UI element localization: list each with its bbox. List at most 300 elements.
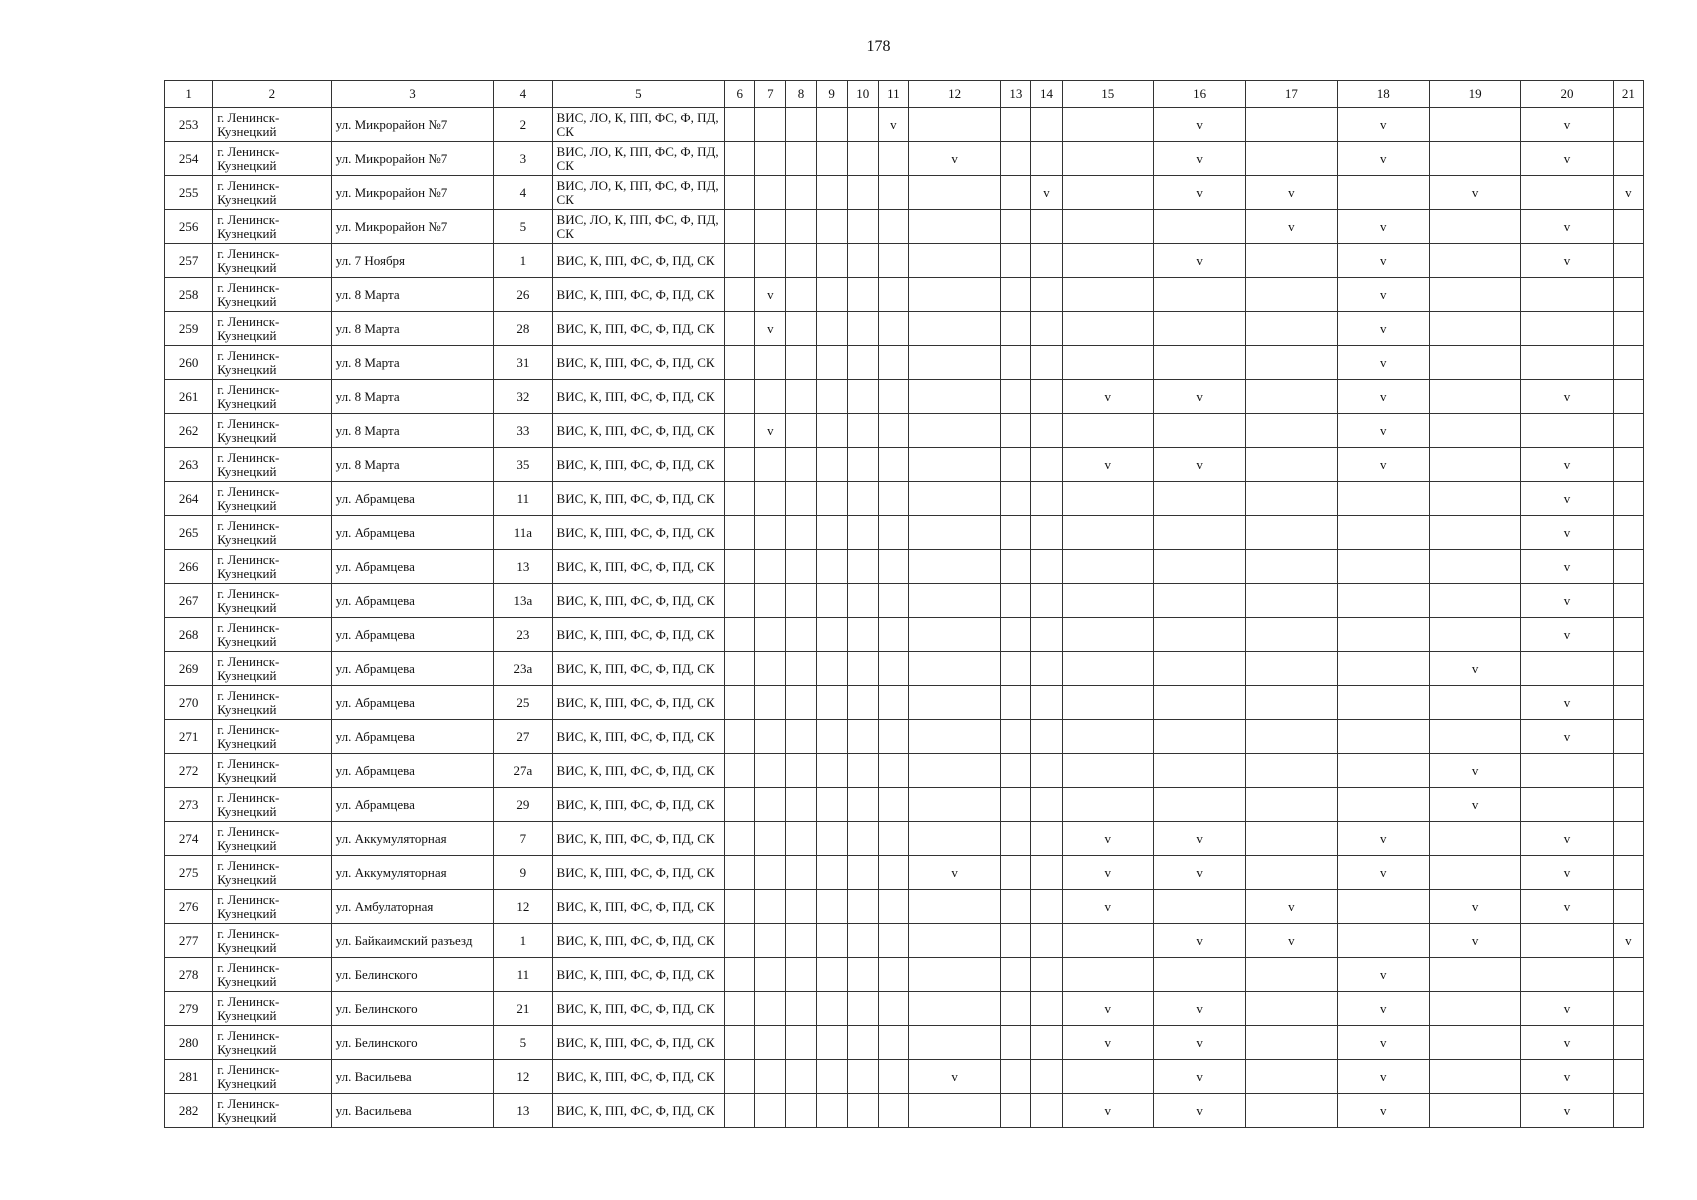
mark-cell-col-7 (755, 856, 786, 890)
mark-cell-col-6 (725, 448, 755, 482)
mark-cell-col-12 (908, 890, 1000, 924)
table-row (165, 822, 1644, 856)
mark-cell-col-6 (725, 1060, 755, 1094)
city-cell: г. Ленинск-Кузнецкий (213, 108, 331, 142)
mark-cell-col-19 (1429, 720, 1520, 754)
mark-cell-col-15 (1062, 584, 1153, 618)
mark-cell-col-21: v (1613, 176, 1643, 210)
city-cell: г. Ленинск-Кузнецкий (213, 788, 331, 822)
mark-cell-col-14 (1031, 584, 1062, 618)
mark-cell-col-9 (816, 278, 847, 312)
mark-cell-col-15: v (1062, 1094, 1153, 1128)
street-cell: ул. Белинского (331, 1026, 494, 1060)
mark-cell-col-15 (1062, 414, 1153, 448)
mark-cell-col-19 (1429, 414, 1520, 448)
city-cell: г. Ленинск-Кузнецкий (213, 618, 331, 652)
mark-cell-col-20 (1521, 924, 1613, 958)
row-number-cell: 267 (165, 584, 213, 618)
city-cell: г. Ленинск-Кузнецкий (213, 890, 331, 924)
city-cell: г. Ленинск-Кузнецкий (213, 448, 331, 482)
mark-cell-col-14 (1031, 1060, 1062, 1094)
mark-cell-col-19: v (1429, 788, 1520, 822)
mark-cell-col-12 (908, 754, 1000, 788)
mark-cell-col-21 (1613, 992, 1643, 1026)
table-row (165, 856, 1644, 890)
mark-cell-col-20 (1521, 788, 1613, 822)
services-cell: ВИС, ЛО, К, ПП, ФС, Ф, ПД, СК (552, 108, 725, 142)
mark-cell-col-20 (1521, 958, 1613, 992)
mark-cell-col-10 (847, 516, 878, 550)
mark-cell-col-16: v (1153, 448, 1245, 482)
mark-cell-col-20 (1521, 652, 1613, 686)
mark-cell-col-18 (1337, 754, 1429, 788)
mark-cell-col-15 (1062, 142, 1153, 176)
mark-cell-col-9 (816, 482, 847, 516)
row-number-cell: 266 (165, 550, 213, 584)
mark-cell-col-11 (878, 822, 908, 856)
mark-cell-col-21 (1613, 720, 1643, 754)
mark-cell-col-15 (1062, 278, 1153, 312)
mark-cell-col-16: v (1153, 1026, 1245, 1060)
mark-cell-col-10 (847, 108, 878, 142)
mark-cell-col-21 (1613, 448, 1643, 482)
mark-cell-col-12 (908, 346, 1000, 380)
mark-cell-col-19 (1429, 1026, 1520, 1060)
column-header: 2 (213, 81, 331, 108)
mark-cell-col-13 (1001, 244, 1031, 278)
mark-cell-col-14: v (1031, 176, 1062, 210)
mark-cell-col-8 (786, 890, 816, 924)
mark-cell-col-14 (1031, 1026, 1062, 1060)
mark-cell-col-16 (1153, 516, 1245, 550)
mark-cell-col-16 (1153, 278, 1245, 312)
city-cell: г. Ленинск-Кузнецкий (213, 754, 331, 788)
mark-cell-col-15 (1062, 176, 1153, 210)
mark-cell-col-7 (755, 924, 786, 958)
services-cell: ВИС, ЛО, К, ПП, ФС, Ф, ПД, СК (552, 142, 725, 176)
mark-cell-col-20: v (1521, 1094, 1613, 1128)
mark-cell-col-7: v (755, 278, 786, 312)
mark-cell-col-12 (908, 924, 1000, 958)
mark-cell-col-9 (816, 550, 847, 584)
mark-cell-col-16 (1153, 482, 1245, 516)
city-cell: г. Ленинск-Кузнецкий (213, 278, 331, 312)
mark-cell-col-15 (1062, 652, 1153, 686)
mark-cell-col-16: v (1153, 176, 1245, 210)
street-cell: ул. 8 Марта (331, 380, 494, 414)
mark-cell-col-10 (847, 210, 878, 244)
mark-cell-col-11: v (878, 108, 908, 142)
row-number-cell: 268 (165, 618, 213, 652)
mark-cell-col-15 (1062, 482, 1153, 516)
mark-cell-col-7 (755, 1060, 786, 1094)
mark-cell-col-11 (878, 754, 908, 788)
mark-cell-col-19 (1429, 108, 1520, 142)
mark-cell-col-10 (847, 822, 878, 856)
row-number-cell: 257 (165, 244, 213, 278)
mark-cell-col-21 (1613, 1094, 1643, 1128)
city-cell: г. Ленинск-Кузнецкий (213, 380, 331, 414)
mark-cell-col-8 (786, 958, 816, 992)
mark-cell-col-18: v (1337, 448, 1429, 482)
mark-cell-col-10 (847, 1094, 878, 1128)
mark-cell-col-17 (1246, 720, 1337, 754)
mark-cell-col-11 (878, 652, 908, 686)
mark-cell-col-10 (847, 958, 878, 992)
mark-cell-col-15 (1062, 720, 1153, 754)
street-cell: ул. Микрорайон №7 (331, 108, 494, 142)
services-cell: ВИС, К, ПП, ФС, Ф, ПД, СК (552, 856, 725, 890)
mark-cell-col-6 (725, 924, 755, 958)
mark-cell-col-17 (1246, 312, 1337, 346)
mark-cell-col-21 (1613, 210, 1643, 244)
mark-cell-col-11 (878, 448, 908, 482)
mark-cell-col-11 (878, 1026, 908, 1060)
services-cell: ВИС, К, ПП, ФС, Ф, ПД, СК (552, 754, 725, 788)
column-header: 3 (331, 81, 494, 108)
mark-cell-col-7 (755, 720, 786, 754)
house-number-cell: 13а (494, 584, 552, 618)
house-number-cell: 11а (494, 516, 552, 550)
mark-cell-col-8 (786, 346, 816, 380)
mark-cell-col-17 (1246, 448, 1337, 482)
mark-cell-col-16: v (1153, 856, 1245, 890)
mark-cell-col-7 (755, 210, 786, 244)
house-number-cell: 13 (494, 550, 552, 584)
mark-cell-col-8 (786, 516, 816, 550)
mark-cell-col-8 (786, 244, 816, 278)
mark-cell-col-11 (878, 346, 908, 380)
mark-cell-col-15 (1062, 312, 1153, 346)
mark-cell-col-16 (1153, 618, 1245, 652)
row-number-cell: 265 (165, 516, 213, 550)
street-cell: ул. Абрамцева (331, 482, 494, 516)
mark-cell-col-18 (1337, 890, 1429, 924)
mark-cell-col-12 (908, 448, 1000, 482)
mark-cell-col-14 (1031, 856, 1062, 890)
mark-cell-col-14 (1031, 312, 1062, 346)
mark-cell-col-16 (1153, 890, 1245, 924)
mark-cell-col-18 (1337, 788, 1429, 822)
mark-cell-col-6 (725, 108, 755, 142)
row-number-cell: 260 (165, 346, 213, 380)
mark-cell-col-18: v (1337, 958, 1429, 992)
mark-cell-col-14 (1031, 278, 1062, 312)
mark-cell-col-17 (1246, 754, 1337, 788)
mark-cell-col-10 (847, 788, 878, 822)
column-header: 21 (1613, 81, 1643, 108)
mark-cell-col-20 (1521, 176, 1613, 210)
services-cell: ВИС, К, ПП, ФС, Ф, ПД, СК (552, 312, 725, 346)
table-row (165, 482, 1644, 516)
mark-cell-col-8 (786, 788, 816, 822)
services-cell: ВИС, К, ПП, ФС, Ф, ПД, СК (552, 584, 725, 618)
table-row (165, 958, 1644, 992)
street-cell: ул. 8 Марта (331, 448, 494, 482)
table-row (165, 584, 1644, 618)
mark-cell-col-9 (816, 788, 847, 822)
mark-cell-col-19 (1429, 958, 1520, 992)
mark-cell-col-14 (1031, 618, 1062, 652)
mark-cell-col-7 (755, 448, 786, 482)
mark-cell-col-16: v (1153, 108, 1245, 142)
mark-cell-col-13 (1001, 108, 1031, 142)
mark-cell-col-15 (1062, 244, 1153, 278)
services-cell: ВИС, ЛО, К, ПП, ФС, Ф, ПД, СК (552, 176, 725, 210)
mark-cell-col-11 (878, 1060, 908, 1094)
city-cell: г. Ленинск-Кузнецкий (213, 312, 331, 346)
mark-cell-col-20: v (1521, 210, 1613, 244)
mark-cell-col-7 (755, 346, 786, 380)
mark-cell-col-12 (908, 278, 1000, 312)
mark-cell-col-8 (786, 686, 816, 720)
mark-cell-col-8 (786, 584, 816, 618)
mark-cell-col-6 (725, 788, 755, 822)
row-number-cell: 275 (165, 856, 213, 890)
mark-cell-col-10 (847, 244, 878, 278)
mark-cell-col-6 (725, 482, 755, 516)
mark-cell-col-21 (1613, 618, 1643, 652)
mark-cell-col-15 (1062, 788, 1153, 822)
mark-cell-col-16 (1153, 584, 1245, 618)
mark-cell-col-18: v (1337, 346, 1429, 380)
mark-cell-col-16: v (1153, 992, 1245, 1026)
mark-cell-col-6 (725, 584, 755, 618)
mark-cell-col-11 (878, 482, 908, 516)
table-row (165, 380, 1644, 414)
mark-cell-col-18: v (1337, 1094, 1429, 1128)
mark-cell-col-9 (816, 210, 847, 244)
mark-cell-col-16 (1153, 686, 1245, 720)
mark-cell-col-6 (725, 1094, 755, 1128)
mark-cell-col-11 (878, 958, 908, 992)
mark-cell-col-17 (1246, 482, 1337, 516)
row-number-cell: 276 (165, 890, 213, 924)
mark-cell-col-14 (1031, 482, 1062, 516)
mark-cell-col-7 (755, 482, 786, 516)
mark-cell-col-6 (725, 856, 755, 890)
mark-cell-col-7: v (755, 312, 786, 346)
mark-cell-col-13 (1001, 278, 1031, 312)
mark-cell-col-21 (1613, 414, 1643, 448)
mark-cell-col-7 (755, 992, 786, 1026)
row-number-cell: 270 (165, 686, 213, 720)
table-row (165, 108, 1644, 142)
mark-cell-col-6 (725, 244, 755, 278)
mark-cell-col-13 (1001, 890, 1031, 924)
mark-cell-col-11 (878, 924, 908, 958)
table-row (165, 448, 1644, 482)
mark-cell-col-21 (1613, 108, 1643, 142)
mark-cell-col-14 (1031, 822, 1062, 856)
mark-cell-col-15 (1062, 516, 1153, 550)
mark-cell-col-7 (755, 822, 786, 856)
mark-cell-col-17: v (1246, 890, 1337, 924)
mark-cell-col-9 (816, 380, 847, 414)
mark-cell-col-18 (1337, 652, 1429, 686)
mark-cell-col-20: v (1521, 550, 1613, 584)
mark-cell-col-21 (1613, 1026, 1643, 1060)
row-number-cell: 255 (165, 176, 213, 210)
house-number-cell: 25 (494, 686, 552, 720)
mark-cell-col-11 (878, 1094, 908, 1128)
mark-cell-col-12 (908, 210, 1000, 244)
city-cell: г. Ленинск-Кузнецкий (213, 1060, 331, 1094)
table-row (165, 686, 1644, 720)
table-row (165, 210, 1644, 244)
mark-cell-col-12 (908, 1026, 1000, 1060)
mark-cell-col-6 (725, 312, 755, 346)
mark-cell-col-19 (1429, 482, 1520, 516)
mark-cell-col-17 (1246, 584, 1337, 618)
mark-cell-col-13 (1001, 754, 1031, 788)
row-number-cell: 282 (165, 1094, 213, 1128)
mark-cell-col-8 (786, 720, 816, 754)
mark-cell-col-7 (755, 890, 786, 924)
mark-cell-col-13 (1001, 380, 1031, 414)
house-number-cell: 29 (494, 788, 552, 822)
mark-cell-col-20 (1521, 312, 1613, 346)
services-cell: ВИС, К, ПП, ФС, Ф, ПД, СК (552, 618, 725, 652)
mark-cell-col-15 (1062, 108, 1153, 142)
mark-cell-col-19: v (1429, 754, 1520, 788)
mark-cell-col-12 (908, 686, 1000, 720)
mark-cell-col-16 (1153, 550, 1245, 584)
services-cell: ВИС, К, ПП, ФС, Ф, ПД, СК (552, 1060, 725, 1094)
services-cell: ВИС, К, ПП, ФС, Ф, ПД, СК (552, 448, 725, 482)
mark-cell-col-13 (1001, 448, 1031, 482)
city-cell: г. Ленинск-Кузнецкий (213, 720, 331, 754)
table-row (165, 1094, 1644, 1128)
city-cell: г. Ленинск-Кузнецкий (213, 992, 331, 1026)
house-number-cell: 27 (494, 720, 552, 754)
mark-cell-col-21: v (1613, 924, 1643, 958)
city-cell: г. Ленинск-Кузнецкий (213, 1026, 331, 1060)
table-row (165, 550, 1644, 584)
row-number-cell: 281 (165, 1060, 213, 1094)
mark-cell-col-16 (1153, 958, 1245, 992)
mark-cell-col-7 (755, 1094, 786, 1128)
mark-cell-col-13 (1001, 1094, 1031, 1128)
mark-cell-col-14 (1031, 414, 1062, 448)
house-number-cell: 26 (494, 278, 552, 312)
mark-cell-col-7 (755, 550, 786, 584)
mark-cell-col-13 (1001, 142, 1031, 176)
house-number-cell: 21 (494, 992, 552, 1026)
mark-cell-col-15: v (1062, 890, 1153, 924)
mark-cell-col-12: v (908, 1060, 1000, 1094)
mark-cell-col-15 (1062, 754, 1153, 788)
mark-cell-col-13 (1001, 822, 1031, 856)
mark-cell-col-20: v (1521, 822, 1613, 856)
mark-cell-col-17 (1246, 516, 1337, 550)
mark-cell-col-17 (1246, 652, 1337, 686)
mark-cell-col-9 (816, 686, 847, 720)
street-cell: ул. Микрорайон №7 (331, 142, 494, 176)
row-number-cell: 254 (165, 142, 213, 176)
mark-cell-col-7 (755, 516, 786, 550)
mark-cell-col-9 (816, 516, 847, 550)
mark-cell-col-20 (1521, 754, 1613, 788)
mark-cell-col-21 (1613, 890, 1643, 924)
mark-cell-col-18 (1337, 720, 1429, 754)
street-cell: ул. 8 Марта (331, 278, 494, 312)
mark-cell-col-16 (1153, 414, 1245, 448)
mark-cell-col-18: v (1337, 856, 1429, 890)
mark-cell-col-12: v (908, 142, 1000, 176)
mark-cell-col-12 (908, 958, 1000, 992)
mark-cell-col-11 (878, 312, 908, 346)
mark-cell-col-8 (786, 754, 816, 788)
mark-cell-col-11 (878, 380, 908, 414)
mark-cell-col-16 (1153, 652, 1245, 686)
mark-cell-col-20: v (1521, 1060, 1613, 1094)
house-number-cell: 7 (494, 822, 552, 856)
table-row (165, 788, 1644, 822)
mark-cell-col-12 (908, 992, 1000, 1026)
mark-cell-col-14 (1031, 652, 1062, 686)
table-row (165, 312, 1644, 346)
mark-cell-col-8 (786, 312, 816, 346)
mark-cell-col-9 (816, 1060, 847, 1094)
mark-cell-col-16 (1153, 210, 1245, 244)
street-cell: ул. Абрамцева (331, 550, 494, 584)
row-number-cell: 279 (165, 992, 213, 1026)
row-number-cell: 274 (165, 822, 213, 856)
mark-cell-col-13 (1001, 720, 1031, 754)
mark-cell-col-11 (878, 720, 908, 754)
mark-cell-col-18 (1337, 924, 1429, 958)
mark-cell-col-12 (908, 584, 1000, 618)
mark-cell-col-13 (1001, 618, 1031, 652)
mark-cell-col-8 (786, 210, 816, 244)
mark-cell-col-21 (1613, 686, 1643, 720)
mark-cell-col-8 (786, 992, 816, 1026)
mark-cell-col-13 (1001, 550, 1031, 584)
mark-cell-col-14 (1031, 346, 1062, 380)
services-cell: ВИС, К, ПП, ФС, Ф, ПД, СК (552, 278, 725, 312)
mark-cell-col-19: v (1429, 176, 1520, 210)
mark-cell-col-11 (878, 176, 908, 210)
city-cell: г. Ленинск-Кузнецкий (213, 584, 331, 618)
mark-cell-col-10 (847, 482, 878, 516)
house-number-cell: 23а (494, 652, 552, 686)
mark-cell-col-11 (878, 244, 908, 278)
mark-cell-col-13 (1001, 958, 1031, 992)
table-row (165, 1060, 1644, 1094)
mark-cell-col-7 (755, 788, 786, 822)
house-number-cell: 31 (494, 346, 552, 380)
mark-cell-col-10 (847, 176, 878, 210)
mark-cell-col-19 (1429, 1094, 1520, 1128)
mark-cell-col-16: v (1153, 1060, 1245, 1094)
row-number-cell: 256 (165, 210, 213, 244)
mark-cell-col-7 (755, 584, 786, 618)
mark-cell-col-9 (816, 958, 847, 992)
mark-cell-col-20: v (1521, 584, 1613, 618)
mark-cell-col-14 (1031, 1094, 1062, 1128)
mark-cell-col-9 (816, 176, 847, 210)
mark-cell-col-18 (1337, 686, 1429, 720)
mark-cell-col-20: v (1521, 686, 1613, 720)
mark-cell-col-11 (878, 584, 908, 618)
mark-cell-col-17 (1246, 856, 1337, 890)
mark-cell-col-19 (1429, 992, 1520, 1026)
row-number-cell: 272 (165, 754, 213, 788)
mark-cell-col-9 (816, 448, 847, 482)
mark-cell-col-21 (1613, 788, 1643, 822)
mark-cell-col-19 (1429, 550, 1520, 584)
